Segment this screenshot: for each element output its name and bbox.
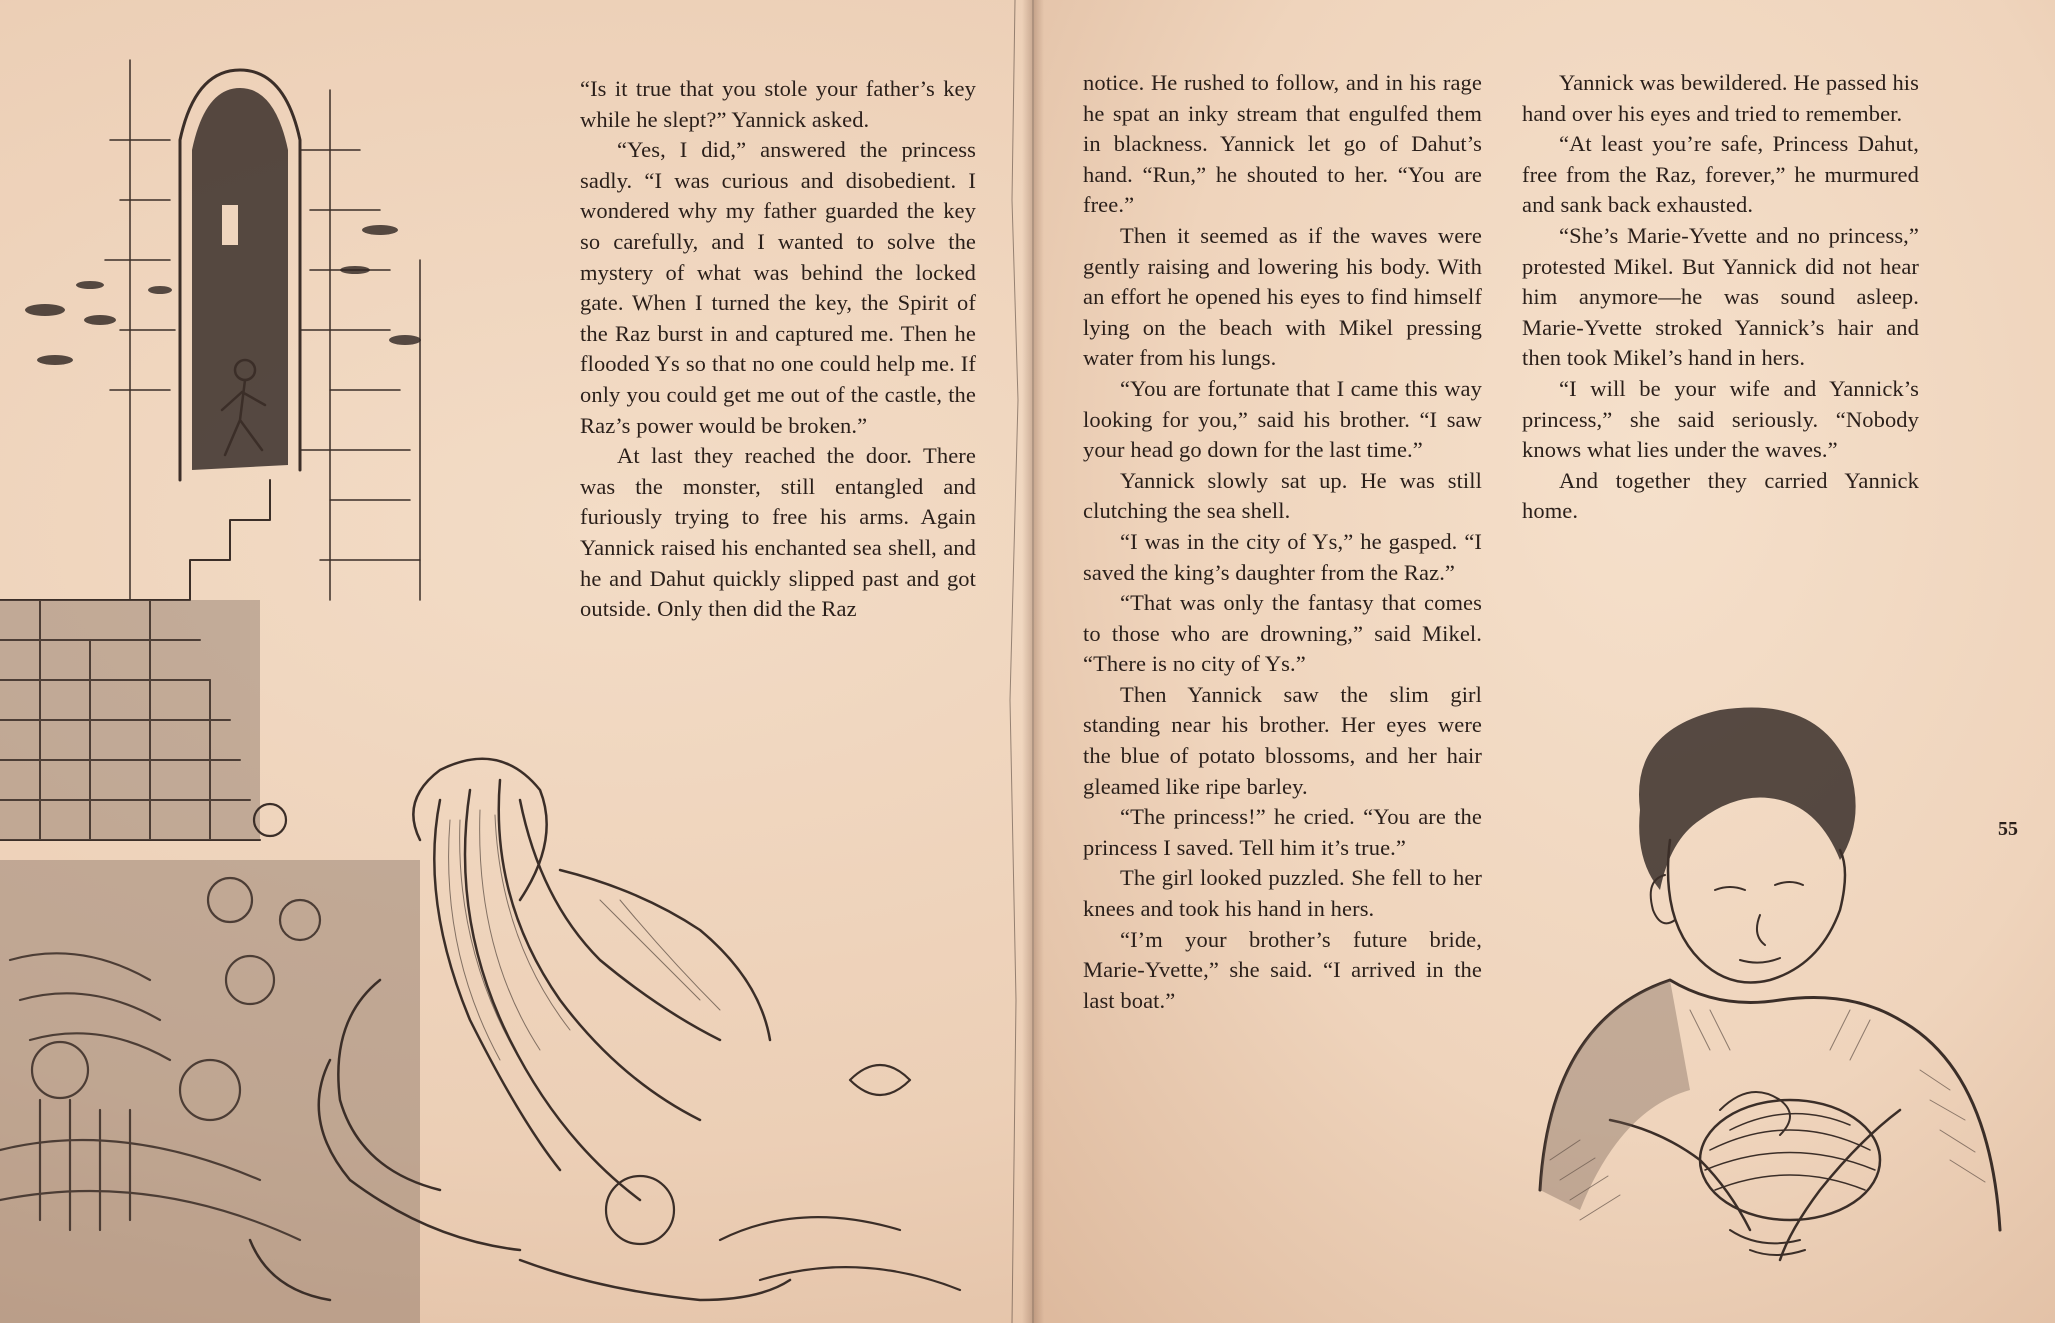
text-column-right <box>1522 68 1919 527</box>
paragraph: “I’m your brother’s future bride, Marie-Yvette,” she said. “I arrived in the last boat.” <box>1083 926 1482 1013</box>
paragraph: Then Yannick saw the slim girl standing near his brother. Her eyes were the blue of potato blossoms, and her hair gleamed like ripe barley. <box>1083 681 1482 799</box>
paragraph: “You are fortunate that I came this way looking for you,” said his brother. “I saw your head go down for the last time.” <box>1083 375 1482 463</box>
paragraph: The girl looked puzzled. She fell to her knees and took his hand in hers. <box>1083 865 1482 922</box>
paragraph: “That was only the fantasy that comes to those who are drowning,” said Mikel. “There is no city of Ys.” <box>1083 590 1482 677</box>
page-number: 55 <box>1998 818 2018 840</box>
paragraph: At last they reached the door. There was the monster, still entangled and furiously trying to free his arms. Again Yannick raised his enchanted sea shell, and he and Dahut quickly slipped past and got outside. Only then did the Raz <box>580 443 976 622</box>
paragraph: Yannick slowly sat up. He was still clutching the sea shell. <box>1083 467 1482 524</box>
paragraph: “She’s Marie-Yvette and no princess,” protested Mikel. But Yannick did not hear him anymore—he was sound asleep. Marie-Yvette stroked Yannick’s hair and then took Mikel’s hand in hers. <box>1522 222 1919 371</box>
paragraph: “The princess!” he cried. “You are the princess I saved. Tell him it’s true.” <box>1083 804 1482 860</box>
text-column-middle <box>1083 68 1482 1016</box>
paragraph: Then it seemed as if the waves were gently raising and lowering his body. With an effort he opened his eyes to find himself lying on the beach with Mikel pressing water from his lungs. <box>1083 222 1482 371</box>
paragraph: “At least you’re safe, Princess Dahut, free from the Raz, forever,” he murmured and sank back exhausted. <box>1522 131 1919 218</box>
text-column-left <box>580 74 976 625</box>
paragraph: notice. He rushed to follow, and in his rage he spat an inky stream that engulfed them in blackness. Yannick let go of Dahut’s hand. “Run,” he shouted to her. “You are free.” <box>1083 70 1482 218</box>
paragraph: And together they carried Yannick home. <box>1522 467 1919 524</box>
paragraph: “Is it true that you stole your father’s key while he slept?” Yannick asked. <box>580 76 976 132</box>
boy-with-shell-illustration <box>1520 690 2020 1310</box>
paragraph: “I was in the city of Ys,” he gasped. “I saved the king’s daughter from the Raz.” <box>1083 528 1482 585</box>
paragraph: “Yes, I did,” answered the princess sadly. “I was curious and disobedient. I wondered why my father guarded the key so carefully, and I wanted to solve the mystery of what was behind the locked gate. When I turned the key, the Spirit of the Raz burst in and captured me. Then he flooded Ys so that no one could help me. If only you could get me out of the castle, the Raz’s power would be broken.” <box>580 137 976 438</box>
paragraph: Yannick was bewildered. He passed his hand over his eyes and tried to remember. <box>1522 70 1919 126</box>
paragraph: “I will be your wife and Yannick’s princess,” she said seriously. “Nobody knows what lies under the waves.” <box>1522 375 1919 463</box>
